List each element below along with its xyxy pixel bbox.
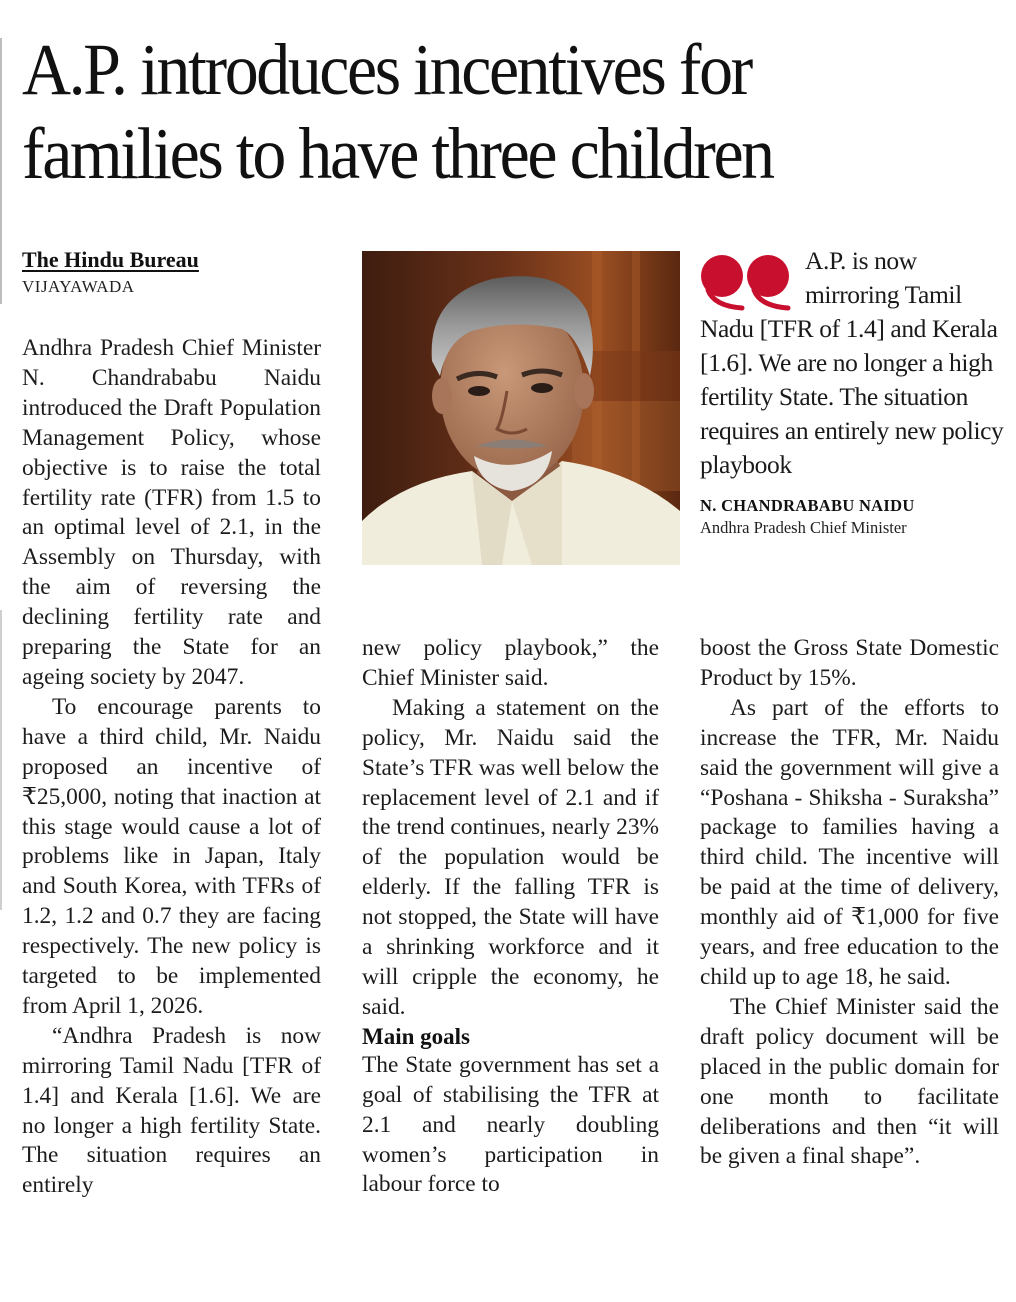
paragraph: new policy playbook,” the Chief Minister said. [362,635,659,691]
left-column-rule [0,38,2,304]
byline-author: The Hindu Bureau [22,247,199,272]
paragraph: The State government has set a goal of stabilising the TFR at 2.1 and nearly doubling women’s participation in labour force to [362,1051,659,1198]
paragraph: boost the Gross State Domestic Product by 15%. [700,635,999,691]
article-column-2 [362,634,659,1200]
pull-quote-line-2: mirroring Tamil [805,280,962,309]
headline-line-2: families to have three children [22,113,773,194]
pull-quote-speaker: N. CHANDRABABU NAIDU [700,496,915,515]
pull-quote [700,244,1010,538]
portrait-illustration [362,251,680,565]
article-column-1 [22,334,321,1201]
headline-line-1: A.P. introduces incentives for [22,29,751,110]
pull-quote-rest: Nadu [TFR of 1.4] and Kerala [1.6]. We are no longer a high fertility State. The situation requires an entirely new policy playbook [700,314,1004,479]
quote-mark-icon [700,252,794,312]
pull-quote-speaker-title: Andhra Pradesh Chief Minister [700,518,907,537]
portrait-photo [362,251,680,565]
paragraph: Andhra Pradesh Chief Minister N. Chandrababu Naidu introduced the Draft Population Management Policy, whose objective is to raise the total fertility rate (TFR) from 1.5 to an optimal level of 2.1, in the Assembly on Thursday, with the aim of reversing the declining fertility rate and preparing the State for an ageing society by 2047. [22,335,321,690]
paragraph: To encourage parents to have a third child, Mr. Naidu proposed an incentive of ₹25,000, noting that inaction at this stage would cause a lot of problems like in Japan, Italy and South Korea, with TFRs of 1.2, 1.2 and 0.7 they are facing respectively. The new policy is targeted to be implemented from April 1, 2026. [22,693,321,1019]
paragraph: As part of the efforts to increase the TFR, Mr. Naidu said the government will give a “Poshana - Shiksha - Suraksha” package to families having a third child. The incentive will be paid at the time of delivery, monthly aid of ₹1,000 for five years, and free education to the child up to age 18, he said. [700,694,999,990]
article-column-3 [700,634,999,1172]
subheading: Main goals [362,1023,470,1049]
pull-quote-line-1: A.P. is now [805,246,917,275]
dateline: VIJAYAWADA [22,277,135,296]
headline [22,28,943,196]
left-column-rule-lower [0,610,2,910]
paragraph: “Andhra Pradesh is now mirroring Tamil Nadu [TFR of 1.4] and Kerala [1.6]. We are no longer a high fertility State. The situation requires an entirely [22,1022,321,1199]
byline-block [22,246,199,300]
paragraph: The Chief Minister said the draft policy document will be placed in the public domain for one month to facilitate deliberations and then “it will be given a final shape”. [700,993,999,1170]
paragraph: Making a statement on the policy, Mr. Naidu said the State’s TFR was well below the replacement level of 2.1 and if the trend continues, nearly 23% of the population would be elderly. If the falling TFR is not stopped, the State will have a shrinking workforce and it will cripple the economy, he said. [362,694,659,1020]
